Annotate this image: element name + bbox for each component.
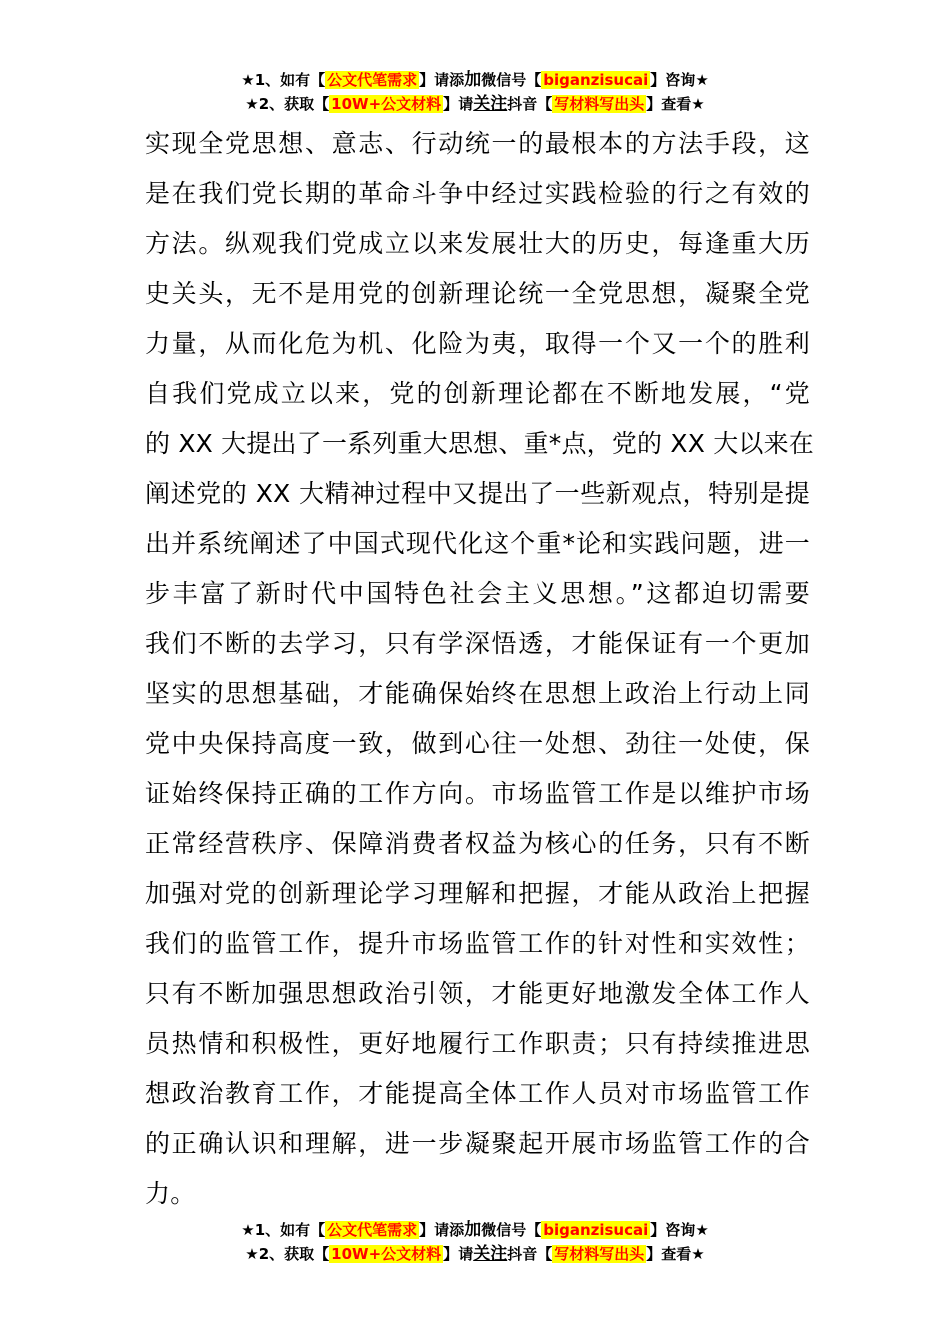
star-icon: ★ [695,1221,709,1239]
promo-text: 咨询 [665,1221,696,1239]
bracket: 】 [646,95,662,113]
promo-highlight-materials: 10W+公文材料 [331,95,442,113]
promo-highlight-wechat-id: biganzisucai [543,71,649,89]
body-line: 的 XX 大提出了一系列重大思想、重*点，党的 XX 大以来在 [145,429,814,458]
bracket: 【 [537,95,553,113]
bracket: 【 [310,1221,326,1239]
bracket: 】 [443,1245,459,1263]
footer-promo [0,1218,950,1266]
document-body [145,119,814,1219]
promo-highlight-service: 公文代笔需求 [327,1221,418,1239]
body-line: 力量，从而化危为机、化险为夷，取得一个又一个的胜利 [145,329,810,358]
promo-text: 2、获取 [258,95,315,113]
body-line: 实现全党思想、意志、行动统一的最根本的方法手段，这 [145,129,810,158]
body-line: 自我们党成立以来，党的创新理论都在不断地发展，“党 [145,379,810,408]
promo-text: 1、如有 [254,1221,311,1239]
promo-text: 微信号 [481,71,527,89]
promo-text: 请 [458,95,474,113]
body-line: 我们不断的去学习，只有学深悟透，才能保证有一个更加 [145,629,810,658]
promo-highlight-wechat-id: biganzisucai [543,1221,649,1239]
promo-emphasis: 加 [464,1220,482,1240]
star-icon: ★ [241,71,255,89]
promo-emphasis: 关注 [473,94,508,114]
bracket: 】 [419,1221,435,1239]
promo-text: 查看 [661,1245,692,1263]
body-line: 党中央保持高度一致，做到心往一处想、劲往一处使，保 [145,729,810,758]
star-icon: ★ [691,1245,705,1263]
promo-line-2 [0,92,950,116]
bracket: 】 [646,1245,662,1263]
star-icon: ★ [691,95,705,113]
bracket: 】 [419,71,435,89]
promo-highlight-materials: 10W+公文材料 [331,1245,442,1263]
promo-line-2 [0,1242,950,1266]
promo-emphasis: 加 [464,70,482,90]
bracket: 】 [650,1221,666,1239]
body-line: 我们的监管工作，提升市场监管工作的针对性和实效性； [145,929,810,958]
promo-text: 请 [458,1245,474,1263]
promo-line-1 [0,1218,950,1242]
promo-highlight-douyin: 写材料写出头 [554,95,645,113]
promo-text: 抖音 [507,1245,538,1263]
promo-text: 2、获取 [258,1245,315,1263]
bracket: 【 [310,71,326,89]
star-icon: ★ [245,1245,259,1263]
body-line: 阐述党的 XX 大精神过程中又提出了一些新观点，特别是提 [145,479,810,508]
body-line: 史关头，无不是用党的创新理论统一全党思想，凝聚全党 [145,279,810,308]
body-line: 方法。纵观我们党成立以来发展壮大的历史，每逢重大历 [145,229,810,258]
body-line: 只有不断加强思想政治引领，才能更好地激发全体工作人 [145,979,810,1008]
star-icon: ★ [245,95,259,113]
body-line: 力。 [145,1179,196,1208]
body-line: 想政治教育工作，才能提高全体工作人员对市场监管工作 [145,1079,810,1108]
promo-text: 抖音 [507,95,538,113]
bracket: 【 [526,1221,542,1239]
star-icon: ★ [241,1221,255,1239]
body-line: 是在我们党长期的革命斗争中经过实践检验的行之有效的 [145,179,810,208]
body-line: 加强对党的创新理论学习理解和把握，才能从政治上把握 [145,879,810,908]
bracket: 【 [537,1245,553,1263]
header-promo [0,68,950,116]
body-line: 正常经营秩序、保障消费者权益为核心的任务，只有不断 [145,829,810,858]
bracket: 】 [443,95,459,113]
promo-text: 1、如有 [254,71,311,89]
promo-text: 请添 [434,71,465,89]
promo-emphasis: 关注 [473,1244,508,1264]
promo-text: 微信号 [481,1221,527,1239]
star-icon: ★ [695,71,709,89]
promo-highlight-douyin: 写材料写出头 [554,1245,645,1263]
bracket: 【 [314,1245,330,1263]
promo-text: 查看 [661,95,692,113]
body-line: 证始终保持正确的工作方向。市场监管工作是以维护市场 [145,779,810,808]
promo-text: 咨询 [665,71,696,89]
bracket: 【 [314,95,330,113]
body-line: 步丰富了新时代中国特色社会主义思想。”这都迫切需要 [145,579,810,608]
body-line: 员热情和积极性，更好地履行工作职责；只有持续推进思 [145,1029,810,1058]
body-line: 出并系统阐述了中国式现代化这个重*论和实践问题，进一 [145,529,810,558]
bracket: 】 [650,71,666,89]
bracket: 【 [526,71,542,89]
promo-highlight-service: 公文代笔需求 [327,71,418,89]
promo-text: 请添 [434,1221,465,1239]
body-line: 坚实的思想基础，才能确保始终在思想上政治上行动上同 [145,679,810,708]
promo-line-1 [0,68,950,92]
body-line: 的正确认识和理解，进一步凝聚起开展市场监管工作的合 [145,1129,810,1158]
